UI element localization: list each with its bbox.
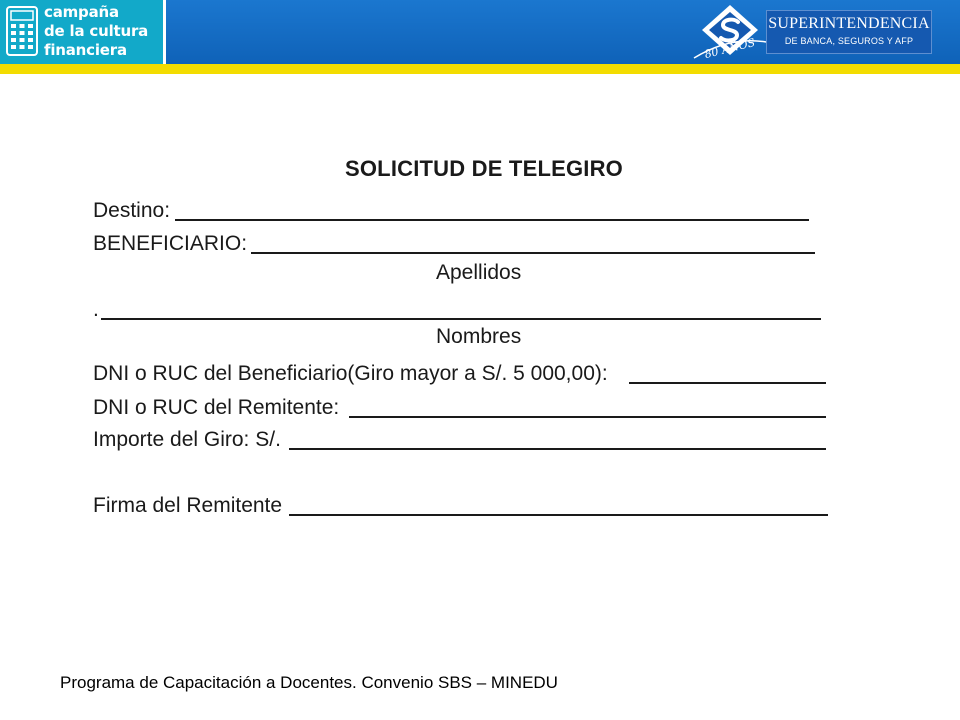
form-title: SOLICITUD DE TELEGIRO [345, 156, 623, 181]
dni-beneficiario-label: DNI o RUC del Beneficiario(Giro mayor a S/. 5 000,00): [93, 362, 608, 385]
importe-input-line[interactable] [289, 448, 826, 450]
firma-label: Firma del Remitente [93, 494, 283, 517]
importe-label: Importe del Giro: S/. [93, 428, 281, 451]
beneficiario-label: BENEFICIARIO: [93, 232, 248, 255]
sbs-name: SUPERINTENDENCIA [768, 15, 930, 32]
dni-remitente-label: DNI o RUC del Remitente: [93, 396, 340, 419]
dni-remitente-field [93, 390, 826, 420]
destino-input-line[interactable] [175, 219, 809, 221]
beneficiario-input-line[interactable] [251, 252, 815, 254]
destino-label: Destino: [93, 199, 171, 222]
dni-remitente-input-line[interactable] [349, 416, 826, 418]
firma-field [93, 488, 828, 518]
nombres-field [93, 292, 821, 322]
nombres-caption: Nombres [436, 325, 522, 348]
campaign-line-1: campaña [44, 3, 119, 21]
firma-input-line[interactable] [289, 514, 828, 516]
dni-beneficiario-input-line[interactable] [629, 382, 826, 384]
campaign-line-2: de la cultura [44, 22, 149, 40]
apellidos-caption: Apellidos [436, 261, 522, 284]
nombres-input-line[interactable] [101, 318, 821, 320]
campaign-line-3: financiera [44, 41, 127, 59]
dni-beneficiario-field [93, 356, 826, 386]
sbs-anniversary: 80 AÑOS [703, 35, 757, 62]
importe-field [93, 422, 826, 452]
footer-caption: Programa de Capacitación a Docentes. Convenio SBS – MINEDU [60, 673, 558, 692]
beneficiario-field [93, 226, 815, 256]
sbs-subtitle: DE BANCA, SEGUROS Y AFP [784, 36, 914, 46]
destino-field [93, 193, 809, 223]
leading-dot: . [93, 298, 99, 321]
